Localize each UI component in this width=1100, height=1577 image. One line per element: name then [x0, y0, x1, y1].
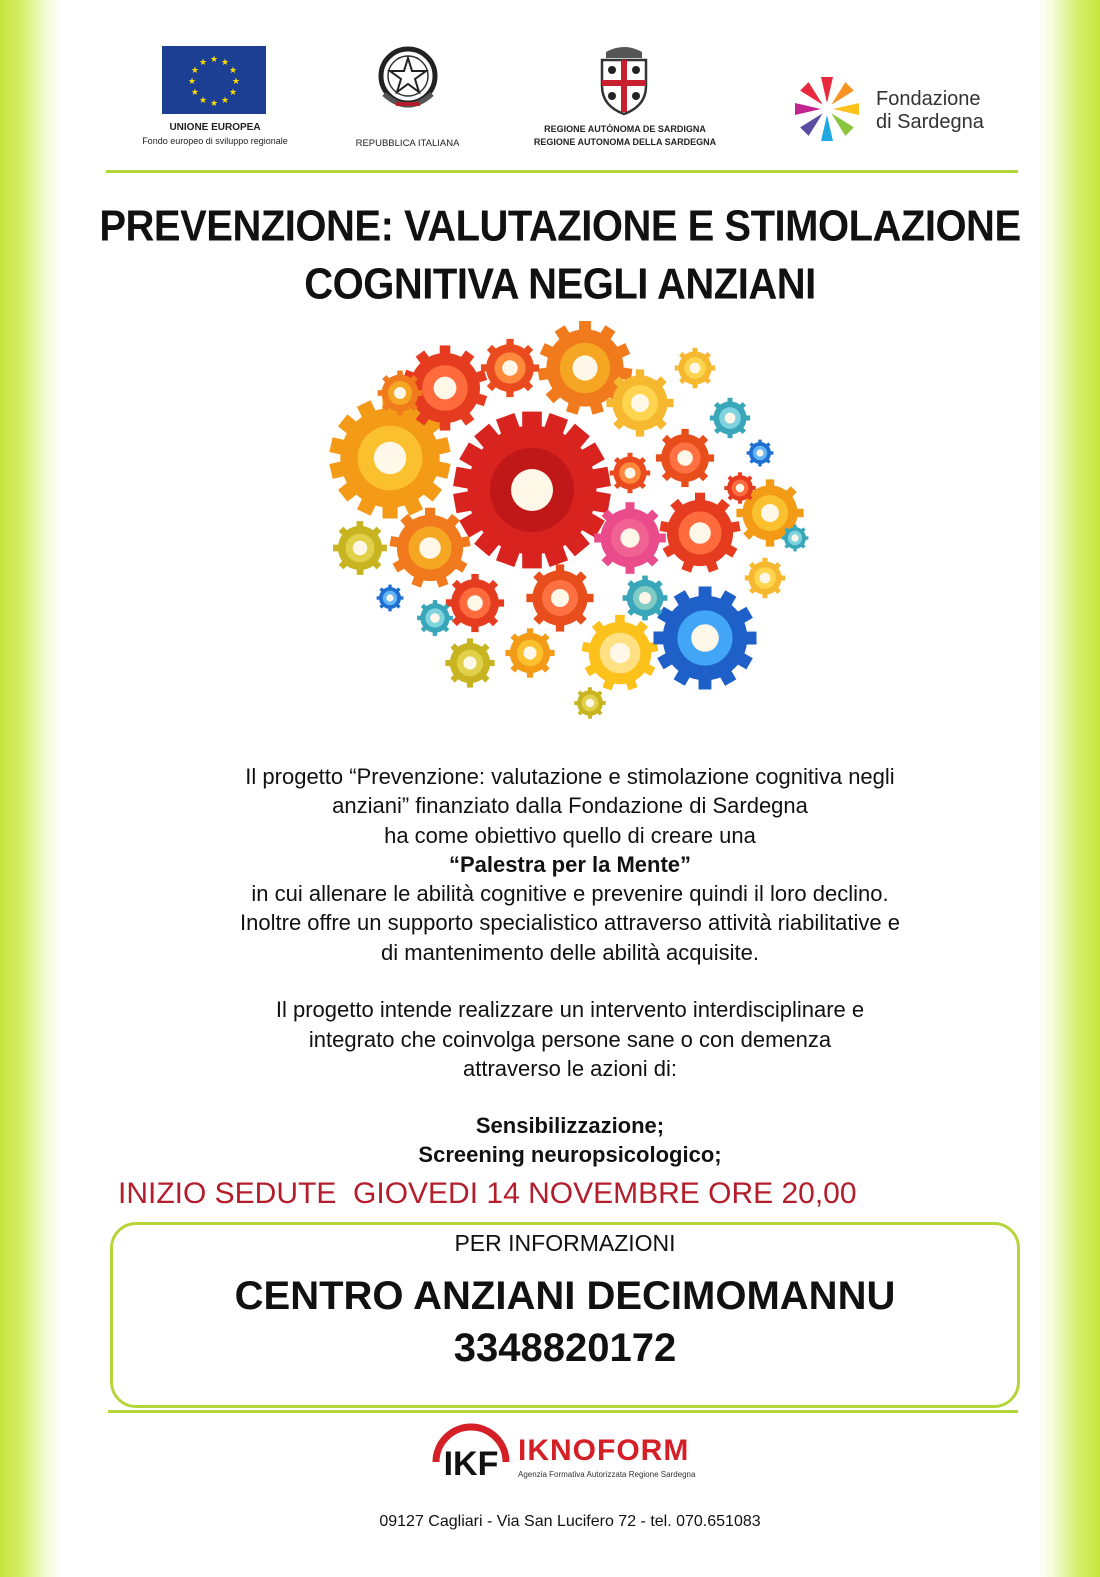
action-item: Screening neuropsicologico;: [418, 1142, 722, 1167]
paragraph1-line3: ha come obiettivo quello di creare una: [384, 823, 756, 848]
fondazione-star-ray: [833, 103, 859, 115]
start-notice: INIZIO SEDUTE GIOVEDI 14 NOVEMBRE ORE 20,00: [118, 1177, 857, 1210]
gear-icon: [747, 440, 774, 467]
gear-icon: [610, 453, 650, 493]
gear-icon: [333, 521, 387, 575]
paragraph1-line5: in cui allenare le abilità cognitive e prevenire quindi il loro declino.: [251, 881, 889, 906]
ikf-brand: IKNOFORM: [518, 1434, 690, 1467]
gear-icon: [675, 348, 715, 388]
title-line2: COGNITIVA NEGLI ANZIANI: [304, 259, 816, 309]
eu-star-icon: ★: [220, 56, 230, 67]
gear-icon: [745, 558, 785, 598]
gear-icon: [526, 564, 593, 631]
fondazione-line1: Fondazione: [876, 88, 981, 110]
paragraph2-line2: integrato che coinvolga persone sane o con demenza: [308, 1027, 832, 1052]
paragraph1-line2: anziani” finanziato dalla Fondazione di Sardegna: [332, 793, 808, 818]
gear-icon: [623, 576, 668, 621]
sardinia-coat-of-arms-icon: [592, 44, 656, 116]
gear-icon: [656, 429, 714, 487]
eu-star-icon: ★: [229, 87, 238, 97]
eu-caption-line2: Fondo europeo di sviluppo regionale: [142, 136, 288, 146]
eu-star-icon: ★: [209, 54, 219, 64]
gear-icon: [659, 493, 740, 573]
paragraph2-line1: Il progetto intende realizzare un intervento interdisciplinare e: [275, 997, 865, 1022]
paragraph1-line7: di mantenimento delle abilità acquisite.: [381, 940, 759, 965]
gear-icon: [574, 687, 605, 718]
gear-icon: [710, 398, 750, 438]
ikf-logo-text: IKF: [443, 1445, 499, 1483]
sardegna-caption-line1: REGIONE AUTÒNOMA DE SARDIGNA: [544, 124, 706, 134]
title-line1: PREVENZIONE: VALUTAZIONE E STIMOLAZIONE: [99, 201, 1021, 251]
gear-icon: [606, 369, 673, 436]
header-divider: [106, 170, 1018, 173]
fondazione-star-ray: [821, 77, 833, 103]
gear-icon: [453, 412, 611, 569]
eu-star-icon: ★: [229, 65, 238, 75]
eu-flag-icon: [162, 46, 266, 114]
gear-icon: [594, 502, 666, 574]
eu-star-icon: ★: [231, 76, 241, 86]
italy-caption: REPUBBLICA ITALIANA: [355, 138, 460, 149]
gear-brain-illustration: [300, 308, 820, 728]
italian-emblem-icon: [376, 44, 440, 114]
gear-icon: [446, 574, 504, 632]
info-label: PER INFORMAZIONI: [454, 1230, 676, 1256]
gear-icon: [417, 600, 453, 636]
info-name: CENTRO ANZIANI DECIMOMANNU: [234, 1274, 896, 1318]
info-phone: 3348820172: [453, 1326, 677, 1370]
footer-divider: [108, 1410, 1018, 1413]
gear-icon: [377, 585, 404, 612]
gear-icon: [582, 615, 659, 691]
gear-icon: [378, 371, 423, 416]
fondazione-star-ray: [821, 115, 833, 141]
footer-address: 09127 Cagliari - Via San Lucifero 72 - tel. 070.651083: [379, 1513, 761, 1530]
eu-star-icon: ★: [198, 56, 208, 67]
paragraph1-line6: Inoltre offre un supporto specialistico attraverso attività riabilitative e: [240, 910, 900, 935]
fondazione-star-ray: [800, 82, 827, 109]
eu-star-icon: ★: [190, 65, 199, 75]
eu-star-icon: ★: [209, 98, 219, 108]
fondazione-wordmark: [876, 88, 984, 134]
paragraph1-line1: Il progetto “Prevenzione: valutazione e stimolazione cognitiva negli: [245, 764, 895, 789]
fondazione-star-icon: [792, 74, 862, 144]
action-item: Sensibilizzazione;: [475, 1113, 665, 1138]
ikf-tagline: Agenzia Formativa Autorizzata Regione Sardegna: [518, 1470, 696, 1479]
eu-star-icon: ★: [220, 95, 230, 106]
gear-icon: [445, 638, 494, 687]
eu-star-icon: ★: [198, 95, 208, 106]
gear-icon: [505, 628, 554, 677]
eu-caption-line1: UNIONE EUROPEA: [169, 122, 261, 133]
gear-icon: [654, 587, 757, 690]
fondazione-star-ray: [800, 109, 827, 136]
eu-star-icon: ★: [187, 76, 197, 86]
paragraph2-line3: attraverso le azioni di:: [463, 1056, 677, 1081]
fondazione-star-ray: [795, 103, 821, 115]
ikf-logo-icon: [428, 1422, 514, 1484]
gear-icon: [389, 508, 470, 588]
paragraph1-highlight: “Palestra per la Mente”: [448, 852, 692, 877]
eu-star-icon: ★: [190, 87, 199, 97]
sardegna-caption-line2: REGIONE AUTONOMA DELLA SARDEGNA: [533, 137, 717, 147]
gear-icon: [481, 339, 539, 397]
gear-icon: [724, 472, 755, 503]
fondazione-star-ray: [827, 82, 854, 109]
left-decorative-bar: [0, 0, 62, 1577]
fondazione-star-ray: [827, 109, 854, 136]
gear-icon: [782, 525, 809, 552]
fondazione-line2: di Sardegna: [876, 111, 984, 133]
